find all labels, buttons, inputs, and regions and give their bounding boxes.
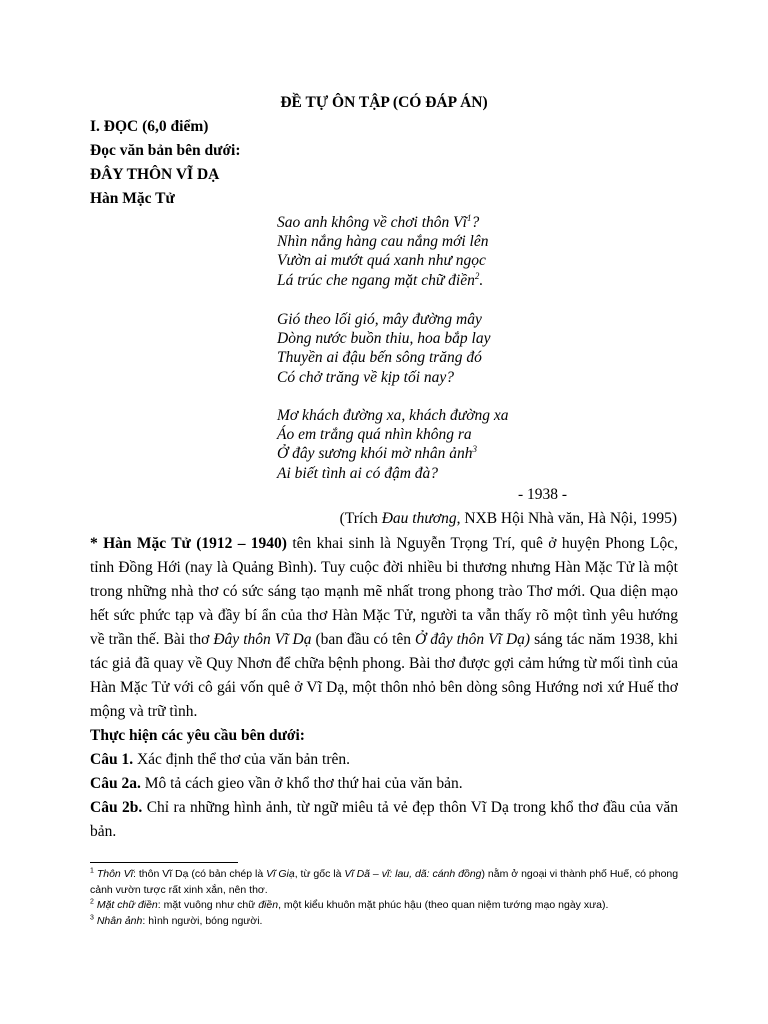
poem-line: Mơ khách đường xa, khách đường xa bbox=[277, 407, 509, 424]
question-2a: Câu 2a. Mô tả cách gieo vần ở khổ thơ thứ hai của văn bản. bbox=[90, 775, 463, 792]
poem-title: ĐÂY THÔN VĨ DẠ bbox=[90, 166, 220, 183]
poem-line: Sao anh không về chơi thôn $Vĩ^1$? bbox=[277, 212, 480, 231]
poem-line: Vườn ai mướt quá xanh như ngọc bbox=[277, 252, 486, 270]
section-heading: I. ĐỌC (6,0 điểm) bbox=[90, 118, 209, 135]
poem-line: Ở đây sương khói mờ nhân ảnh$^3$ bbox=[277, 444, 477, 463]
poem-line: Thuyền ai đậu bến sông trăng đó bbox=[277, 349, 482, 367]
reading-instruction: Đọc văn bản bên dưới: bbox=[90, 142, 241, 159]
poem-stanza-1 bbox=[277, 213, 488, 290]
tasks-heading: Thực hiện các yêu cầu bên dưới: bbox=[90, 727, 305, 744]
footnote-3: $^3$ Nhân ảnh: hình người, bóng người. bbox=[90, 914, 263, 927]
footnote-1: $^1$ Thôn Vĩ: thôn Vĩ Dạ (có bản chép là Vĩ Giạ, từ gốc là Vĩ Dã – vĩ: lau, dã: cánh đồng) nằm ở ngoại vi thành phố Huế, có phong cảnh vườn tược rất xinh xắn, nên thơ. bbox=[90, 867, 679, 896]
poem-line: Nhìn nắng hàng cau nắng mới lên bbox=[277, 233, 489, 251]
poem-line: Gió theo lối gió, mây đường mây bbox=[277, 311, 482, 328]
document-title: ĐỀ TỰ ÔN TẬP (CÓ ĐÁP ÁN) bbox=[280, 94, 488, 111]
poem-line: Ai biết tình ai có đậm đà? bbox=[277, 464, 439, 482]
poem-stanza-3 bbox=[277, 406, 509, 483]
poem-author: Hàn Mặc Tử bbox=[90, 190, 175, 207]
poem-stanza-2 bbox=[277, 310, 490, 387]
poem-line: Lá trúc che ngang mặt chữ điền$^2$. bbox=[277, 270, 484, 289]
footnote-divider bbox=[90, 862, 238, 863]
question-2b: Câu 2b. Chỉ ra những hình ảnh, từ ngữ miêu tả vẻ đẹp thôn Vĩ Dạ trong khổ thơ đầu của văn bản. bbox=[90, 799, 678, 840]
poem-year: - 1938 - bbox=[518, 486, 568, 503]
poem-source: (Trích Đau thương, NXB Hội Nhà văn, Hà Nội, 1995) bbox=[339, 510, 677, 527]
poem-line: Áo em trắng quá nhìn không ra bbox=[277, 426, 472, 444]
author-bio-paragraph: * Hàn Mặc Tử (1912 – 1940) tên khai sinh là Nguyễn Trọng Trí, quê ở huyện Phong Lộc, tỉnh Đồng Hới (nay là Quảng Bình). Tuy cuộc đời nhiều bi thương nhưng Hàn Mặc Tử là một trong những nhà thơ có sức sáng tạo mạnh mẽ nhất trong phong trào Thơ mới. Qua diện mạo hết sức phức tạp và đầy bí ẩn của thơ Hàn Mặc Tử, người ta vẫn thấy rõ một tình yêu hướng về trần thế. Bài thơ Đây thôn Vĩ Dạ (ban đầu có tên Ở đây thôn Vĩ Dạ) sáng tác năm 1938, khi tác giả đã quay về Quy Nhơn để chữa bệnh phong. Bài thơ được gợi cảm hứng từ mối tình của Hàn Mặc Tử với cô gái vốn quê ở Vĩ Dạ, một thôn nhỏ bên dòng sông Hướng nơi xứ Huế thơ mộng và trữ tình. bbox=[90, 535, 679, 720]
question-1: Câu 1. Xác định thể thơ của văn bản trên. bbox=[90, 751, 351, 768]
poem-line: Dòng nước buồn thiu, hoa bắp lay bbox=[277, 330, 491, 348]
footnote-2: $^2$ Mặt chữ điền: mặt vuông như chữ điền, một kiểu khuôn mặt phúc hậu (theo quan niệm tướng mạo ngày xưa). bbox=[90, 898, 609, 911]
poem-line: Có chở trăng về kịp tối nay? bbox=[277, 368, 455, 386]
